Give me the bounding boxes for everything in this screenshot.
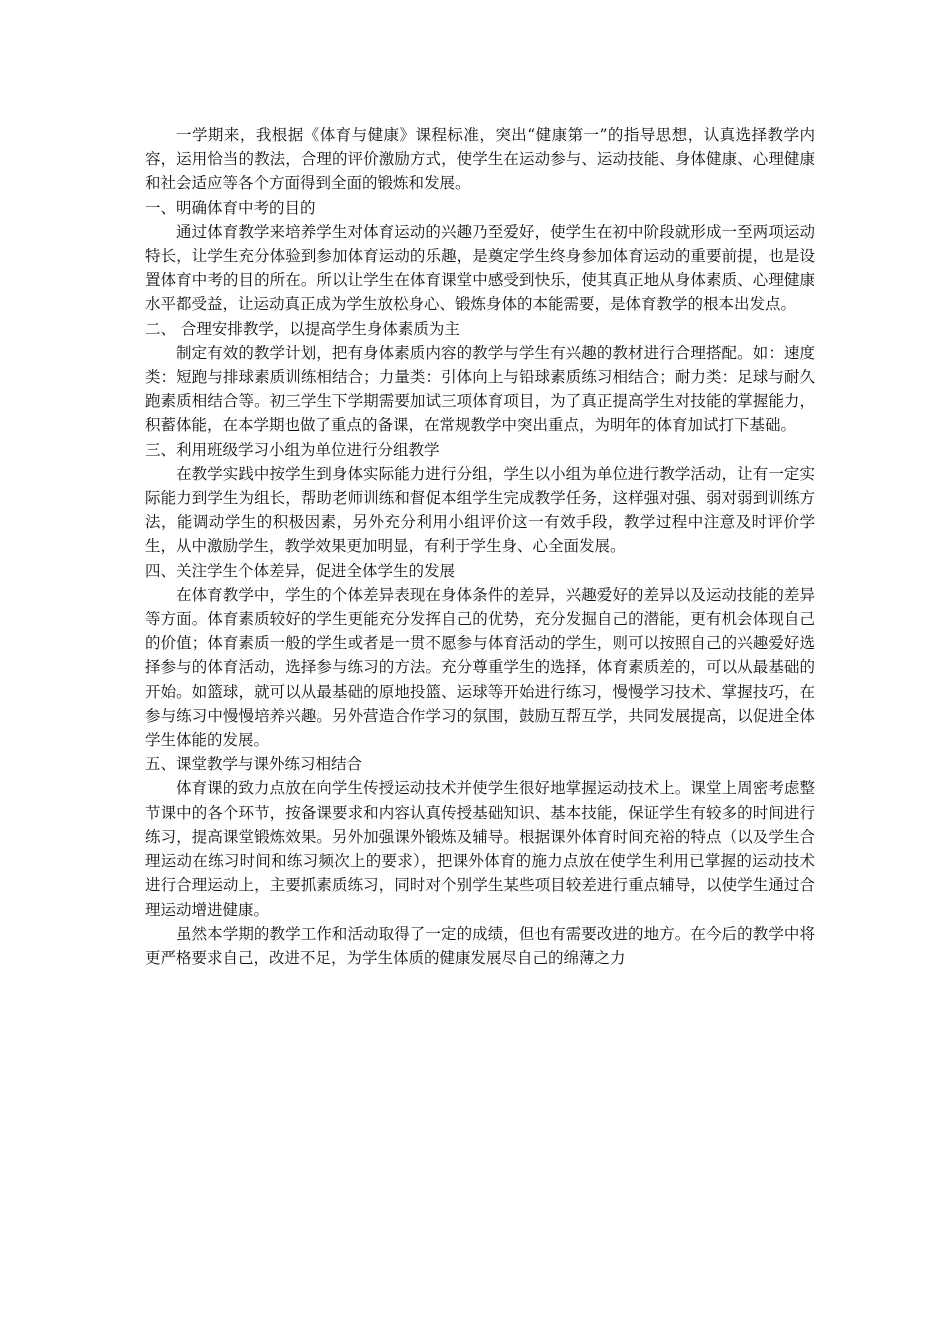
section-heading-1: 一、明确体育中考的目的: [145, 198, 316, 217]
section-heading-3: 三、利用班级学习小组为单位进行分组教学: [145, 440, 440, 459]
section-1-paragraph: 通过体育教学来培养学生对体育运动的兴趣乃至爱好，使学生在初中阶段就形成一至两项运动特长，让学生充分体验到参加体育运动的乐趣，是奠定学生终身参加体育运动的重要前提，也是设置体育中考的目的所在。所以让学生在体育课堂中感受到快乐，使其真正地从身体素质、心理健康水平都受益，让运动真正成为学生放松身心、锻炼身体的本能需要，是体育教学的根本出发点。: [145, 222, 815, 314]
document-body: [145, 123, 815, 970]
section-heading-2: 二、 合理安排教学，以提高学生身体素质为主: [145, 319, 460, 338]
closing-paragraph: 虽然本学期的教学工作和活动取得了一定的成绩，但也有需要改进的地方。在今后的教学中将更严格要求自己，改进不足，为学生体质的健康发展尽自己的绵薄之力: [145, 924, 815, 967]
section-5-paragraph: 体育课的致力点放在向学生传授运动技术并使学生很好地掌握运动技术上。课堂上周密考虑整节课中的各个环节，按备课要求和内容认真传授基础知识、基本技能，保证学生有较多的时间进行练习，提高课堂锻炼效果。另外加强课外锻炼及辅导。根据课外体育时间充裕的特点（以及学生合理运动在练习时间和练习频次上的要求），把课外体育的施力点放在使学生利用已掌握的运动技术进行合理运动上，主要抓素质练习，同时对个别学生某些项目较差进行重点辅导，以使学生通过合理运动增进健康。: [145, 779, 815, 919]
section-4-paragraph: 在体育教学中，学生的个体差异表现在身体条件的差异，兴趣爱好的差异以及运动技能的差异等方面。体育素质较好的学生更能充分发挥自己的优势，充分发掘自己的潜能，更有机会体现自己的价值；体育素质一般的学生或者是一贯不愿参与体育活动的学生，则可以按照自己的兴趣爱好选择参与的体育活动，选择参与练习的方法。充分尊重学生的选择，体育素质差的，可以从最基础的开始。如篮球，就可以从最基础的原地投篮、运球等开始进行练习，慢慢学习技术、掌握技巧，在参与练习中慢慢培养兴趣。另外营造合作学习的氛围，鼓励互帮互学，共同发展提高，以促进全体学生体能的发展。: [145, 585, 815, 750]
section-3-paragraph: 在教学实践中按学生到身体实际能力进行分组，学生以小组为单位进行教学活动，让有一定实际能力到学生为组长，帮助老师训练和督促本组学生完成教学任务，这样强对强、弱对弱到训练方法，能调动学生的积极因素，另外充分利用小组评价这一有效手段，教学过程中注意及时评价学生，从中激励学生，教学效果更加明显，有利于学生身、心全面发展。: [145, 464, 815, 556]
section-heading-5: 五、课堂教学与课外练习相结合: [145, 755, 363, 774]
section-2-paragraph: 制定有效的教学计划，把有身体素质内容的教学与学生有兴趣的教材进行合理搭配。如：速度类：短跑与排球素质训练相结合；力量类：引体向上与铅球素质练习相结合；耐力类：足球与耐久跑素质相结合等。初三学生下学期需要加试三项体育项目，为了真正提高学生对技能的掌握能力，积蓄体能，在本学期也做了重点的备课，在常规教学中突出重点，为明年的体育加试打下基础。: [145, 343, 815, 435]
intro-paragraph: 一学期来，我根据《体育与健康》课程标准，突出“健康第一”的指导思想，认真选择教学内容，运用恰当的教法，合理的评价激励方式，使学生在运动参与、运动技能、身体健康、心理健康和社会适应等各个方面得到全面的锻炼和发展。: [145, 126, 815, 193]
section-heading-4: 四、关注学生个体差异，促进全体学生的发展: [145, 561, 456, 580]
